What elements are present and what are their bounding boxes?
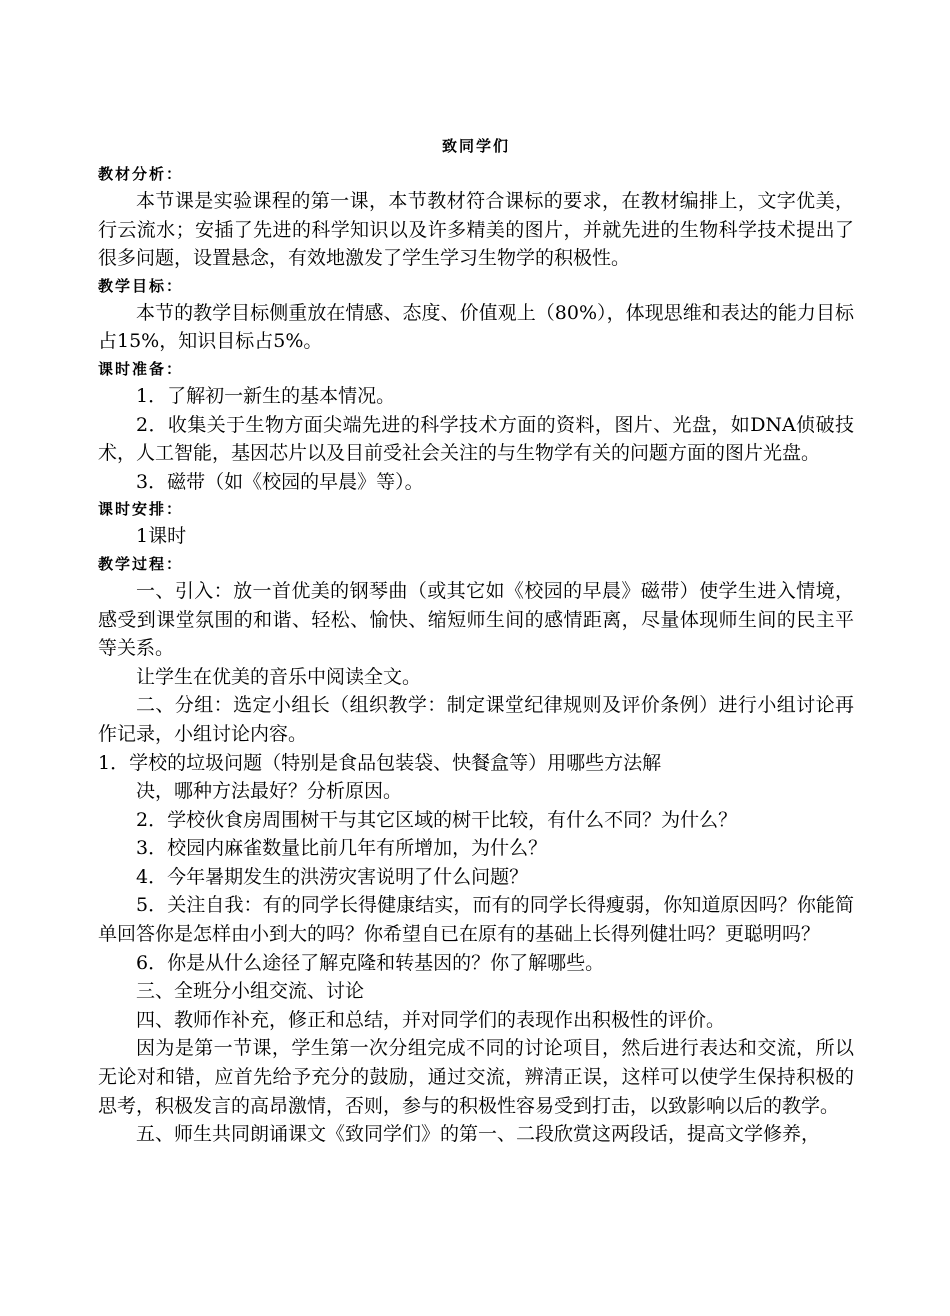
process-summary: 四、教师作补充，修正和总结，并对同学们的表现作出积极性的评价。	[136, 1008, 726, 1031]
preparation-item-3: 3．磁带（如《校园的早晨》等）。	[136, 470, 424, 493]
section-heading-goals: 教学目标：	[98, 276, 184, 295]
process-reading: 让学生在优美的音乐中阅读全文。	[136, 665, 422, 688]
discussion-item-4: 4．今年暑期发生的洪涝灾害说明了什么问题？	[136, 865, 529, 888]
discussion-item-3: 3．校园内麻雀数量比前几年有所增加，为什么？	[136, 837, 548, 860]
discussion-item-1-cont: 决，哪种方法最好？分析原因。	[136, 780, 403, 803]
section-heading-process: 教学过程：	[98, 554, 184, 573]
process-summary-detail: 因为是第一节课，学生第一次分组完成不同的讨论项目，然后进行表达和交流，所以无论对和错，应首先给予充分的鼓励，通过交流，辨清正误，这样可以使学生保持积极的思考，积极发言的高昂激情，否则，参与的积极性容易受到打击，以致影响以后的教学。	[98, 1037, 854, 1117]
schedule-paragraph: 1课时	[136, 525, 187, 548]
process-exchange: 三、全班分小组交流、讨论	[136, 980, 365, 1003]
discussion-item-1: 1．学校的垃圾问题（特别是食品包装袋、快餐盒等）用哪些方法解	[98, 751, 662, 774]
process-grouping: 二、分组：选定小组长（组织教学：制定课堂纪律规则及评价条例）进行小组讨论再作记录，小组讨论内容。	[98, 694, 854, 745]
preparation-item-2: 2．收集关于生物方面尖端先进的科学技术方面的资料，图片、光盘，如DNA侦破技术，人工智能，基因芯片以及目前受社会关注的与生物学有关的问题方面的图片光盘。	[98, 413, 854, 465]
analysis-paragraph: 本节课是实验课程的第一课，本节教材符合课标的要求，在教材编排上，文字优美，行云流水；安插了先进的科学知识以及许多精美的图片，并就先进的生物科学技术提出了很多问题，设置悬念，有效地激发了学生学习生物学的积极性。	[98, 190, 854, 270]
goals-paragraph: 本节的教学目标侧重放在情感、态度、价值观上（80%），体现思维和表达的能力目标占15%，知识目标占5%。	[98, 301, 854, 353]
discussion-item-6: 6．你是从什么途径了解克隆和转基因的？你了解哪些。	[136, 951, 605, 974]
discussion-item-2: 2．学校伙食房周围树干与其它区域的树干比较，有什么不同？为什么？	[136, 808, 738, 831]
section-heading-preparation: 课时准备：	[98, 359, 184, 378]
section-heading-schedule: 课时安排：	[98, 500, 184, 519]
section-heading-analysis: 教材分析：	[98, 165, 184, 183]
process-intro: 一、引入：放一首优美的钢琴曲（或其它如《校园的早晨》磁带）使学生进入情境，感受到课堂氛围的和谐、轻松、愉快、缩短师生间的感情距离，尽量体现师生间的民主平等关系。	[98, 579, 854, 660]
process-recitation: 五、师生共同朗诵课文《致同学们》的第一、二段欣赏这两段话，提高文学修养，	[136, 1123, 821, 1146]
document-page	[98, 133, 854, 1149]
preparation-item-1: 1．了解初一新生的基本情况。	[136, 384, 396, 407]
discussion-item-5: 5．关注自我：有的同学长得健康结实，而有的同学长得瘦弱，你知道原因吗？你能简单回答你是怎样由小到大的吗？你希望自已在原有的基础上长得列健壮吗？更聪明吗？	[98, 894, 854, 946]
page-title: 致同学们	[441, 137, 510, 155]
